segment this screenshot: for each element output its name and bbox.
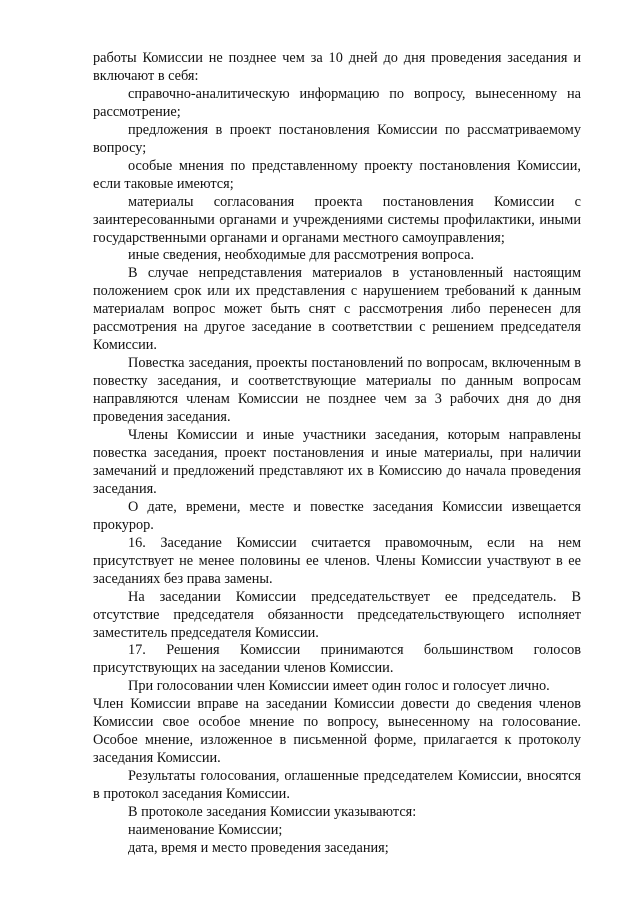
paragraph: Члены Комиссии и иные участники заседания, которым направлены повестка заседания, проект постановления и иные материалы, при наличии замечаний и предложений представляют их в Комиссию до начала проведения заседания. bbox=[93, 427, 581, 497]
paragraph: особые мнения по представленному проекту постановления Комиссии, если таковые имеются; bbox=[93, 157, 581, 192]
paragraph: Член Комиссии вправе на заседании Комиссии довести до сведения членов Комиссии свое особое мнение по вопросу, вынесенному на голосование. Особое мнение, изложенное в письменной форме, прилагается к протоколу заседания Комиссии. bbox=[93, 696, 581, 767]
paragraph: Повестка заседания, проекты постановлений по вопросам, включенным в повестку заседания, и соответствующие материалы по данным вопросам направляются членам Комиссии не позднее чем за 3 рабочих дня до дня проведения заседания. bbox=[93, 355, 581, 426]
paragraph: В протоколе заседания Комиссии указываются: bbox=[128, 804, 417, 821]
paragraph: В случае непредставления материалов в установленный настоящим положением срок или их представления с нарушением требований к данным материалам вопрос может быть снят с рассмотрения либо перенесен для рассмотрения на другое заседание в соответствии с решением председателя Комиссии. bbox=[93, 265, 581, 354]
paragraph: Результаты голосования, оглашенные председателем Комиссии, вносятся в протокол заседания Комиссии. bbox=[93, 768, 581, 803]
paragraph: справочно-аналитическую информацию по вопросу, вынесенному на рассмотрение; bbox=[93, 85, 581, 120]
document-page bbox=[93, 50, 581, 858]
paragraph: наименование Комиссии; bbox=[128, 821, 283, 838]
paragraph: 17. Решения Комиссии принимаются большинством голосов присутствующих на заседании членов Комиссии. bbox=[93, 642, 581, 677]
paragraph: дата, время и место проведения заседания; bbox=[128, 839, 389, 856]
paragraph: работы Комиссии не позднее чем за 10 дней до дня проведения заседания и включают в себя: bbox=[93, 50, 581, 84]
paragraph: материалы согласования проекта постановления Комиссии с заинтересованными органами и учреждениями системы профилактики, иными государственными органами и органами местного самоуправления; bbox=[93, 193, 581, 246]
paragraph: На заседании Комиссии председательствует ее председатель. В отсутствие председателя обязанности председательствующего исполняет заместитель председателя Комиссии. bbox=[93, 588, 581, 641]
paragraph: При голосовании член Комиссии имеет один голос и голосует лично. bbox=[128, 678, 550, 695]
paragraph: О дате, времени, месте и повестке заседания Комиссии извещается прокурор. bbox=[93, 498, 581, 533]
paragraph: предложения в проект постановления Комиссии по рассматриваемому вопросу; bbox=[93, 121, 581, 156]
paragraph: 16. Заседание Комиссии считается правомочным, если на нем присутствует не менее половины ее членов. Члены Комиссии участвуют в ее заседаниях без права замены. bbox=[93, 534, 581, 587]
paragraph: иные сведения, необходимые для рассмотрения вопроса. bbox=[128, 247, 475, 264]
